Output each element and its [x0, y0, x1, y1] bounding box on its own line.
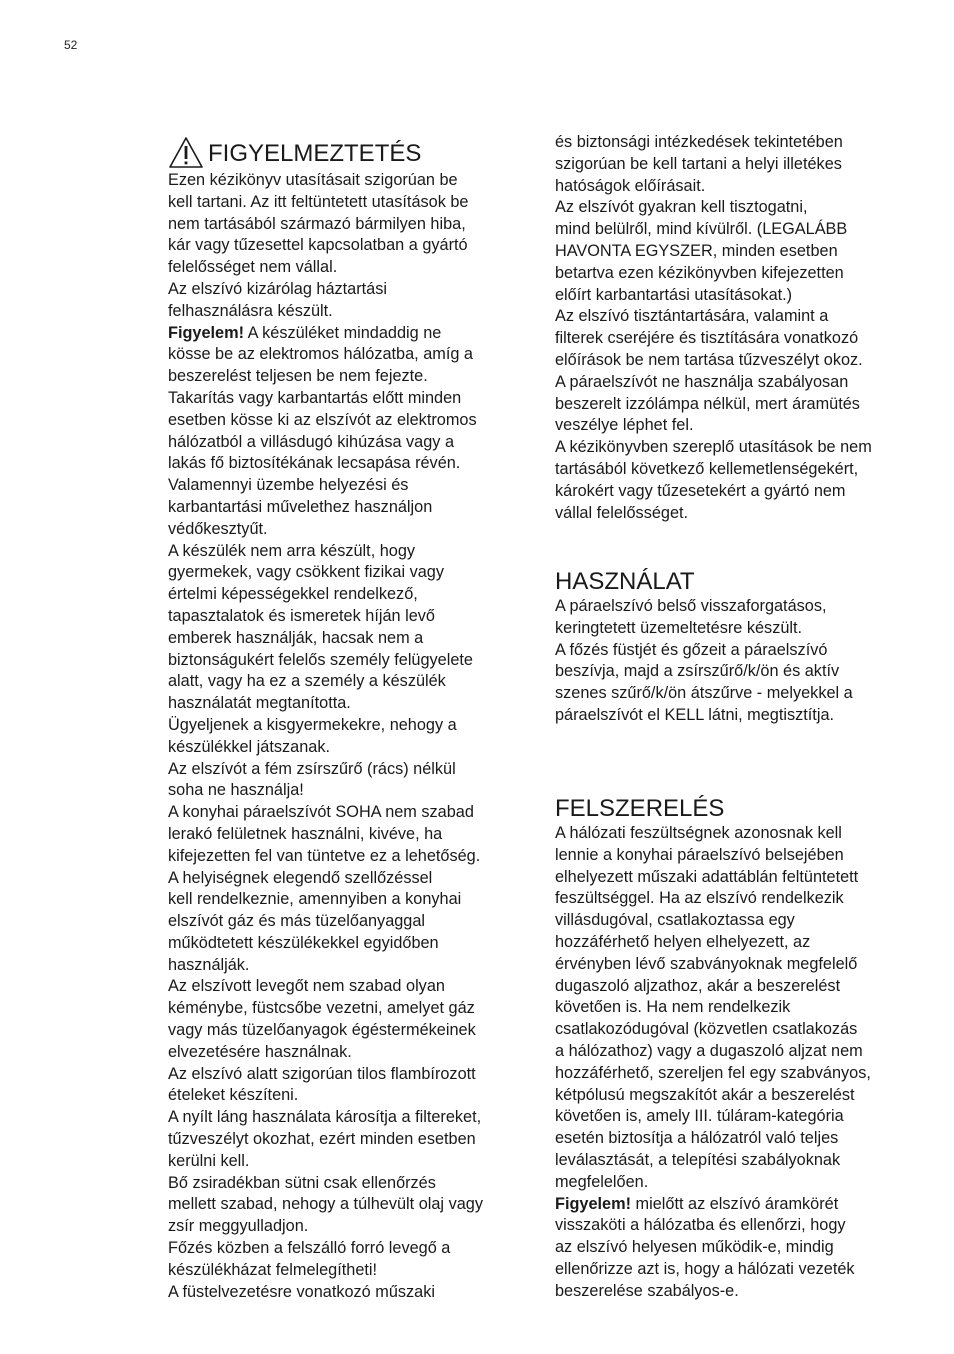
- warning-title: FIGYELMEZTETÉS: [208, 140, 422, 167]
- text-line: az elszívó helyesen működik-e, mindig: [555, 1238, 834, 1257]
- text-line: tartásából következő kellemetlenségekért,: [555, 459, 859, 478]
- installation-section: [555, 795, 925, 1303]
- text-line: Bő zsiradékban sütni csak ellenőrzés: [168, 1173, 436, 1192]
- text-line: páraelszívót el KELL látni, megtisztítja.: [555, 705, 835, 724]
- text-line: biztonságukért felelős személy felügyelete: [168, 650, 473, 669]
- text-line: kerülni kell.: [168, 1151, 250, 1170]
- usage-body: [555, 596, 925, 727]
- text-line: A konyhai páraelszívót SOHA nem szabad: [168, 803, 474, 822]
- text-line: vállal felelősséget.: [555, 503, 689, 522]
- text-line: alatt, vagy ha ez a személy a készülék: [168, 672, 446, 691]
- emphasis-label: Figyelem!: [555, 1194, 632, 1213]
- text-line: előírt karbantartási utasításokat.): [555, 285, 793, 304]
- text-line: tűzveszélyt okozhat, ezért minden esetben: [168, 1130, 476, 1149]
- text-line: veszélye léphet fel.: [555, 416, 694, 435]
- text-line: A nyílt láng használata károsítja a filtereket,: [168, 1108, 482, 1127]
- text-line: hozzáférhető helyen elhelyezett, az: [555, 932, 811, 951]
- text-line: HAVONTA EGYSZER, minden esetben: [555, 241, 838, 260]
- emphasis-label: Figyelem!: [168, 323, 245, 342]
- text-line: betartva ezen kézikönyvben kifejezetten: [555, 263, 844, 282]
- text-line: A főzés füstjét és gőzeit a páraelszívó: [555, 640, 828, 659]
- text-line: és biztonsági intézkedések tekintetében: [555, 133, 843, 151]
- text-line: készülékházat felmelegítheti!: [168, 1260, 378, 1279]
- page-number: 52: [64, 38, 78, 52]
- text-line: követően is. Ha nem rendelkezik: [555, 998, 791, 1017]
- installation-body: [555, 823, 925, 1303]
- text-line: A helyiségnek elegendő szellőzéssel: [168, 868, 433, 887]
- text-line: gyermekek, vagy csökkent fizikai vagy: [168, 563, 444, 582]
- text-line: a hálózathoz) vagy a dugaszoló aljzat nem: [555, 1041, 863, 1060]
- warning-heading: [168, 132, 528, 170]
- text-line: A hálózati feszültségnek azonosnak kell: [555, 824, 842, 842]
- text-line: beszerelése szabályos-e.: [555, 1281, 739, 1300]
- text-line: hozzáférhető, szereljen fel egy szabványos,: [555, 1063, 871, 1082]
- text-line: dugaszoló aljzathoz, akár a beszerelést: [555, 976, 841, 995]
- text-line: kösse be az elektromos hálózatba, amíg a: [168, 345, 473, 364]
- text-line: Valamennyi üzembe helyezési és: [168, 476, 409, 495]
- text-line: ételeket készíteni.: [168, 1086, 299, 1105]
- text-line: előírások be nem tartása tűzveszélyt okoz.: [555, 350, 863, 369]
- text-line: Az elszívott levegőt nem szabad olyan: [168, 977, 445, 996]
- text-line: működtetett készülékekkel egyidőben: [168, 933, 439, 952]
- text-line: felhasználásra készült.: [168, 301, 333, 320]
- text-line: Az elszívó kizárólag háztartási: [168, 279, 387, 298]
- text-line: visszaköti a hálózatba és ellenőrzi, hogy: [555, 1216, 846, 1235]
- text-line: felelősséget nem vállal.: [168, 258, 338, 277]
- text-line: Az elszívót a fém zsírszűrő (rács) nélkül: [168, 759, 456, 778]
- text-line: nem tartásából származó bármilyen hiba,: [168, 214, 466, 233]
- text-line: kell tartani. Az itt feltüntetett utasítások be: [168, 192, 469, 211]
- text-line: ellenőrizze azt is, hogy a hálózati vezeték: [555, 1259, 855, 1278]
- usage-section: [555, 568, 925, 727]
- text-line: soha ne használja!: [168, 781, 304, 800]
- warning-triangle-icon: [168, 136, 204, 170]
- text-line: Főzés közben a felszálló forró levegő a: [168, 1239, 451, 1258]
- text-line: készülékkel játszanak.: [168, 737, 330, 756]
- text-line: filterek cseréjére és tisztítására vonatkozó: [555, 329, 859, 348]
- text-line: elhelyezett műszaki adattáblán feltüntetett: [555, 867, 859, 886]
- text-line: elszívót gáz és más tüzelőanyaggal: [168, 912, 426, 931]
- text-line: emberek használják, hacsak nem a: [168, 628, 424, 647]
- text-line: A füstelvezetésre vonatkozó műszaki: [168, 1282, 435, 1301]
- text-line: vagy más tüzelőanyagok égéstermékeinek: [168, 1021, 476, 1040]
- text-line: beszívja, majd a zsírszűrő/k/ön és aktív: [555, 662, 840, 681]
- text-line: A páraelszívót ne használja szabályosan: [555, 372, 849, 391]
- text-line: Az elszívó alatt szigorúan tilos flambírozott: [168, 1064, 476, 1083]
- warning-continued: [555, 132, 925, 524]
- text-line: villásdugóval, csatlakoztassa egy: [555, 911, 795, 930]
- text-line: leválasztását, a telepítési szabályoknak: [555, 1150, 841, 1169]
- text-line: Az elszívó tisztántartására, valamint a: [555, 307, 829, 326]
- text-line: keringtetett üzemeltetésre készült.: [555, 618, 803, 637]
- text-line: A páraelszívó belső visszaforgatásos,: [555, 597, 827, 615]
- text-line: érvényben lévő szabványoknak megfelelő: [555, 954, 858, 973]
- text-line: Ügyeljenek a kisgyermekekre, nehogy a: [168, 715, 457, 734]
- text-line: A kézikönyvben szereplő utasítások be nem: [555, 438, 872, 457]
- text-line: esetén biztosítja a hálózatról való teljes: [555, 1129, 839, 1148]
- text-line: kéménybe, füstcsőbe vezetni, amelyet gáz: [168, 999, 475, 1018]
- text-line: kifejezetten fel van tüntetve ez a lehetőség.: [168, 846, 481, 865]
- text-line: értelmi képességekkel rendelkező,: [168, 585, 418, 604]
- installation-title: FELSZERELÉS: [555, 795, 725, 822]
- text-line: használják.: [168, 955, 250, 974]
- text-line: követően is, amely III. túláram-kategória: [555, 1107, 844, 1126]
- text-line: Az elszívót gyakran kell tisztogatni,: [555, 198, 808, 217]
- text-line: megfelelően.: [555, 1172, 649, 1191]
- text-line: használatát megtanította.: [168, 694, 351, 713]
- text-line: feszültséggel. Ha az elszívó rendelkezik: [555, 889, 844, 908]
- text-line: Ezen kézikönyv utasításait szigorúan be: [168, 171, 458, 189]
- text-line: lerakó felületnek használni, kivéve, ha: [168, 824, 443, 843]
- text-line: szenes szűrő/k/ön átszűrve - melyekkel a: [555, 684, 853, 703]
- emphasis-line-rest: A készüléket mindaddig ne: [244, 323, 442, 342]
- text-line: károkért vagy tűzesetekért a gyártó nem: [555, 481, 846, 500]
- emphasis-line-rest: mielőtt az elszívó áramkörét: [631, 1194, 839, 1213]
- text-line: beszerelést teljesen be nem fejezte.: [168, 367, 428, 386]
- text-line: lakás fő biztosítékának lecsapása révén.: [168, 454, 461, 473]
- text-line: szigorúan be kell tartani a helyi illetékes: [555, 154, 842, 173]
- text-line: csatlakozódugóval (közvetlen csatlakozás: [555, 1020, 858, 1039]
- text-line-with-emphasis: [168, 323, 528, 345]
- text-line: védőkesztyűt.: [168, 519, 268, 538]
- text-line: kétpólusú megszakítót akár a beszerelést: [555, 1085, 855, 1104]
- text-line: mind belülről, mind kívülről. (LEGALÁBB: [555, 220, 848, 239]
- text-line: hálózatból a villásdugó kihúzása vagy a: [168, 432, 455, 451]
- text-line: elvezetésére használnak.: [168, 1042, 352, 1061]
- text-line: beszerelt izzólámpa nélkül, mert áramütés: [555, 394, 860, 413]
- text-line: esetben kösse ki az elszívót az elektromos: [168, 410, 477, 429]
- left-column: [168, 132, 528, 1303]
- text-line-with-emphasis: [555, 1194, 925, 1216]
- text-line: mellett szabad, nehogy a túlhevült olaj vagy: [168, 1195, 483, 1214]
- text-line: lennie a konyhai páraelszívó belsejében: [555, 845, 844, 864]
- usage-title: HASZNÁLAT: [555, 568, 695, 595]
- warning-body: [168, 170, 528, 1303]
- text-line: tapasztalatok és ismeretek híján levő: [168, 606, 435, 625]
- text-line: kell rendelkeznie, amennyiben a konyhai: [168, 890, 462, 909]
- text-line: Takarítás vagy karbantartás előtt minden: [168, 388, 462, 407]
- text-line: kár vagy tűzesettel kapcsolatban a gyártó: [168, 236, 468, 255]
- text-line: zsír meggyulladjon.: [168, 1217, 309, 1236]
- text-line: A készülék nem arra készült, hogy: [168, 541, 416, 560]
- text-line: karbantartási művelethez használjon: [168, 497, 433, 516]
- text-line: hatóságok előírásait.: [555, 176, 706, 195]
